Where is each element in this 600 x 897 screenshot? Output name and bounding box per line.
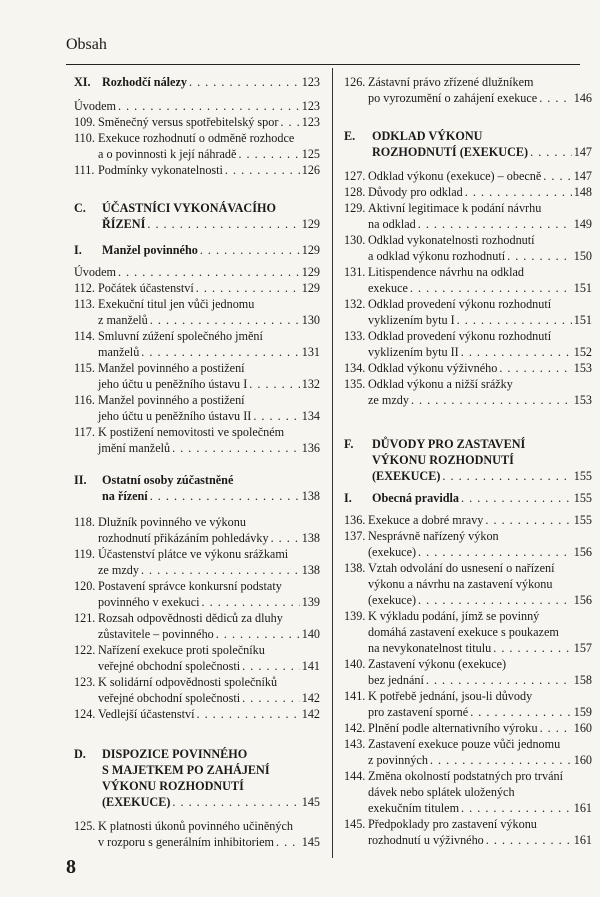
entry-title-line: ÚČASTNÍCI VYKONÁVACÍHO: [102, 201, 276, 215]
toc-entry: [344, 168, 592, 184]
entry-number: 132.: [344, 297, 366, 311]
dot-leader: [418, 544, 572, 560]
toc-entry: [344, 736, 592, 768]
toc-entry: [74, 642, 320, 674]
entry-number: 129.: [344, 201, 366, 215]
entry-title-line: VÝKONU ROZHODNUTÍ: [102, 779, 244, 793]
toc-entry: [344, 656, 592, 688]
entry-number: 114.: [74, 329, 95, 343]
dot-leader: [141, 562, 300, 578]
entry-number: 111.: [74, 163, 95, 177]
toc-entry: [344, 512, 592, 528]
entry-page-number: 147: [573, 169, 592, 183]
entry-number: 126.: [344, 75, 366, 89]
entry-number: 123.: [74, 675, 96, 689]
entry-title-line: z povinných: [368, 753, 428, 767]
entry-number: 139.: [344, 609, 366, 623]
entry-page-number: 138: [301, 563, 320, 577]
entry-title-line: Účastenství plátce ve výkonu srážkami: [98, 547, 289, 561]
entry-page-number: 157: [573, 641, 592, 655]
dot-leader: [200, 242, 300, 258]
entry-title-line: rozhodnutí přikázáním pohledávky: [98, 531, 269, 545]
toc-entry: [344, 328, 592, 360]
dot-leader: [271, 530, 300, 546]
dot-leader: [430, 752, 572, 768]
entry-page-number: 161: [573, 833, 592, 847]
entry-number: 138.: [344, 561, 366, 575]
dot-leader: [141, 344, 299, 360]
entry-title-line: z manželů: [98, 313, 148, 327]
entry-number: 134.: [344, 361, 366, 375]
entry-page-number: 156: [573, 545, 592, 559]
entry-title-line: Exekuce a dobré mravy: [368, 513, 484, 527]
entry-title-line: Obecná pravidla: [372, 491, 460, 505]
entry-title-line: (exekuce): [368, 545, 417, 559]
entry-title-line: (EXEKUCE): [372, 469, 441, 483]
dot-leader: [202, 594, 300, 610]
entry-number: 119.: [74, 547, 95, 561]
toc-entry: [74, 328, 320, 360]
entry-title-line: Zástavní právo zřízené dlužníkem: [368, 75, 534, 89]
entry-page-number: 126: [301, 163, 320, 177]
toc-entry: [344, 360, 592, 376]
entry-page-number: 155: [573, 513, 592, 527]
dot-leader: [216, 626, 300, 642]
entry-page-number: 138: [301, 489, 320, 503]
entry-page-number: 130: [301, 313, 320, 327]
dot-leader: [411, 392, 572, 408]
entry-title-line: jeho účtu u peněžního ústavu II: [98, 409, 252, 423]
entry-page-number: 142: [301, 707, 320, 721]
entry-number: 143.: [344, 737, 366, 751]
entry-title-line: Manžel povinného: [102, 243, 198, 257]
entry-title-line: výkonu a návrhu na zastavení výkonu: [368, 577, 553, 591]
toc-entry: [344, 816, 592, 848]
entry-page-number: 147: [573, 145, 592, 159]
toc-heading: [74, 472, 320, 504]
entry-page-number: 136: [301, 441, 320, 455]
entry-title-line: na odklad: [368, 217, 416, 231]
entry-title-line: Plnění podle alternativního výroku: [368, 721, 538, 735]
dot-leader: [442, 468, 571, 484]
toc-entry: [344, 232, 592, 264]
dot-leader: [150, 488, 300, 504]
entry-page-number: 152: [573, 345, 592, 359]
entry-title-line: ODKLAD VÝKONU: [372, 129, 483, 143]
entry-page-number: 145: [301, 795, 320, 809]
entry-title-line: Ostatní osoby zúčastněné: [102, 473, 234, 487]
dot-leader: [418, 216, 572, 232]
entry-number: 136.: [344, 513, 366, 527]
entry-number: 145.: [344, 817, 366, 831]
dot-leader: [238, 146, 299, 162]
dot-leader: [150, 312, 300, 328]
dot-leader: [189, 74, 300, 90]
entry-page-number: 160: [573, 721, 592, 735]
dot-leader: [410, 280, 572, 296]
toc-entry: [344, 528, 592, 560]
dot-leader: [118, 264, 300, 280]
entry-number: 109.: [74, 115, 96, 129]
toc-entry: [344, 560, 592, 608]
toc-heading: [344, 490, 592, 506]
toc-entry: [74, 424, 320, 456]
entry-number: 122.: [74, 643, 96, 657]
entry-page-number: 153: [573, 361, 592, 375]
entry-title-line: ze mzdy: [98, 563, 139, 577]
toc-entry: [74, 674, 320, 706]
toc-entry: [74, 818, 320, 850]
entry-page-number: 125: [301, 147, 320, 161]
dot-leader: [530, 144, 572, 160]
entry-title-line: Litispendence návrhu na odklad: [368, 265, 525, 279]
entry-title-line: ŘÍZENÍ: [102, 217, 146, 231]
entry-page-number: 159: [573, 705, 592, 719]
entry-page-number: 123: [301, 75, 320, 89]
header-rule: [66, 64, 580, 65]
entry-title-line: DŮVODY PRO ZASTAVENÍ: [372, 437, 526, 451]
toc-heading: [74, 200, 320, 232]
entry-page-number: 158: [573, 673, 592, 687]
entry-number: F.: [344, 437, 354, 451]
entry-page-number: 129: [301, 265, 320, 279]
entry-title-line: vyklizením bytu II: [368, 345, 459, 359]
entry-number: 110.: [74, 131, 95, 145]
entry-title-line: Exekuce rozhodnutí o odměně rozhodce: [98, 131, 295, 145]
entry-page-number: 151: [573, 313, 592, 327]
entry-title-line: Zastavení exekuce pouze vůči jednomu: [368, 737, 561, 751]
entry-title-line: Podmínky vykonatelnosti: [98, 163, 223, 177]
entry-number: I.: [344, 491, 352, 505]
toc-entry: [344, 376, 592, 408]
dot-leader: [249, 376, 299, 392]
running-header: Obsah: [66, 36, 107, 53]
entry-title-line: K potřebě jednání, jsou-li důvody: [368, 689, 533, 703]
entry-page-number: 142: [301, 691, 320, 705]
dot-leader: [242, 690, 300, 706]
toc-entry: [344, 74, 592, 106]
dot-leader: [426, 672, 572, 688]
entry-title-line: K postižení nemovitosti ve společném: [98, 425, 285, 439]
toc-entry: [74, 546, 320, 578]
entry-title-line: pro zastavení sporné: [368, 705, 469, 719]
dot-leader: [276, 834, 300, 850]
entry-number: XI.: [74, 75, 91, 89]
entry-page-number: 139: [301, 595, 320, 609]
entry-number: 137.: [344, 529, 366, 543]
dot-leader: [507, 248, 572, 264]
toc-entry: [74, 392, 320, 424]
entry-number: II.: [74, 473, 87, 487]
entry-page-number: 132: [301, 377, 320, 391]
entry-page-number: 129: [301, 217, 320, 231]
toc-entry: [74, 360, 320, 392]
dot-leader: [461, 490, 572, 506]
toc-entry: [74, 98, 320, 114]
toc-entry: [74, 162, 320, 178]
toc-right-column: [344, 74, 592, 848]
entry-title-line: dávek nebo splátek uložených: [368, 785, 515, 799]
entry-title-line: K platnosti úkonů povinného učiněných: [98, 819, 293, 833]
entry-page-number: 160: [573, 753, 592, 767]
toc-entry: [74, 264, 320, 280]
entry-title-line: DISPOZICE POVINNÉHO: [102, 747, 248, 761]
entry-page-number: 138: [301, 531, 320, 545]
entry-page-number: 145: [301, 835, 320, 849]
entry-page-number: 140: [301, 627, 320, 641]
entry-number: C.: [74, 201, 86, 215]
entry-page-number: 149: [573, 217, 592, 231]
toc-left-column: [74, 74, 320, 850]
toc-entry: [344, 296, 592, 328]
dot-leader: [172, 440, 300, 456]
entry-number: 112.: [74, 281, 95, 295]
entry-title-line: Úvodem: [74, 99, 116, 113]
entry-title-line: ROZHODNUTÍ (EXEKUCE): [372, 145, 529, 159]
entry-title-line: exekuce: [368, 281, 408, 295]
entry-title-line: zůstavitele – povinného: [98, 627, 214, 641]
toc-entry: [74, 130, 320, 162]
dot-leader: [457, 312, 572, 328]
entry-number: 131.: [344, 265, 366, 279]
toc-entry: [74, 280, 320, 296]
entry-page-number: 151: [573, 281, 592, 295]
entry-title-line: Vedlejší účastenství: [98, 707, 195, 721]
toc-entry: [344, 200, 592, 232]
dot-leader: [486, 832, 572, 848]
entry-title-line: S MAJETKEM PO ZAHÁJENÍ: [102, 763, 270, 777]
toc-entry: [74, 296, 320, 328]
entry-number: 128.: [344, 185, 366, 199]
entry-page-number: 161: [573, 801, 592, 815]
entry-number: 141.: [344, 689, 366, 703]
entry-number: 116.: [74, 393, 95, 407]
entry-title-line: Počátek účastenství: [98, 281, 194, 295]
entry-title-line: v rozporu s generálním inhibitoriem: [98, 835, 274, 849]
page-number: 8: [66, 856, 76, 878]
dot-leader: [196, 706, 299, 722]
toc-entry: [344, 768, 592, 816]
entry-title-line: a o povinnosti k její náhradě: [98, 147, 237, 161]
entry-number: 113.: [74, 297, 95, 311]
entry-title-line: Odklad provedení výkonu rozhodnutí: [368, 297, 552, 311]
entry-page-number: 155: [573, 469, 592, 483]
entry-title-line: veřejné obchodní společnosti: [98, 691, 241, 705]
entry-title-line: Úvodem: [74, 265, 116, 279]
entry-title-line: Odklad vykonatelnosti rozhodnutí: [368, 233, 535, 247]
entry-page-number: 146: [573, 91, 592, 105]
entry-title-line: (EXEKUCE): [102, 795, 171, 809]
entry-title-line: manželů: [98, 345, 140, 359]
dot-leader: [418, 592, 572, 608]
toc-entry: [74, 514, 320, 546]
entry-number: 124.: [74, 707, 96, 721]
entry-number: 135.: [344, 377, 366, 391]
dot-leader: [172, 794, 299, 810]
entry-number: D.: [74, 747, 86, 761]
entry-title-line: Odklad výkonu výživného: [368, 361, 498, 375]
entry-number: E.: [344, 129, 356, 143]
entry-page-number: 153: [573, 393, 592, 407]
entry-title-line: Důvody pro odklad: [368, 185, 463, 199]
toc-heading: [74, 74, 320, 90]
toc-entry: [344, 608, 592, 656]
entry-number: 118.: [74, 515, 95, 529]
entry-number: 142.: [344, 721, 366, 735]
toc-entry: [74, 610, 320, 642]
entry-title-line: Změna okolností podstatných pro trvání: [368, 769, 563, 783]
entry-title-line: vyklizením bytu I: [368, 313, 455, 327]
entry-title-line: bez jednání: [368, 673, 424, 687]
entry-page-number: 148: [573, 185, 592, 199]
entry-number: 144.: [344, 769, 366, 783]
entry-page-number: 131: [301, 345, 320, 359]
entry-number: 125.: [74, 819, 96, 833]
entry-title-line: Manžel povinného a postižení: [98, 361, 245, 375]
entry-number: 117.: [74, 425, 95, 439]
dot-leader: [543, 168, 571, 184]
entry-number: 120.: [74, 579, 96, 593]
toc-entry: [344, 184, 592, 200]
dot-leader: [539, 90, 572, 106]
entry-page-number: 134: [301, 409, 320, 423]
entry-title-line: Dlužník povinného ve výkonu: [98, 515, 246, 529]
entry-page-number: 150: [573, 249, 592, 263]
dot-leader: [147, 216, 299, 232]
entry-title-line: Odklad výkonu (exekuce) – obecně: [368, 169, 542, 183]
dot-leader: [470, 704, 572, 720]
toc-entry: [74, 706, 320, 722]
dot-leader: [461, 800, 572, 816]
dot-leader: [540, 720, 572, 736]
entry-title-line: (exekuce): [368, 593, 417, 607]
entry-title-line: po vyrozumění o zahájení exekuce: [368, 91, 538, 105]
entry-page-number: 123: [301, 99, 320, 113]
entry-title-line: K solidární odpovědnosti společníků: [98, 675, 278, 689]
entry-title-line: Manžel povinného a postižení: [98, 393, 245, 407]
entry-page-number: 123: [301, 115, 320, 129]
entry-title-line: Zastavení výkonu (exekuce): [368, 657, 507, 671]
entry-title-line: povinného v exekuci: [98, 595, 200, 609]
entry-title-line: Rozhodčí nálezy: [102, 75, 187, 89]
entry-number: 140.: [344, 657, 366, 671]
toc-entry: [344, 688, 592, 720]
entry-title-line: ze mzdy: [368, 393, 409, 407]
entry-title-line: na nevykonatelnost titulu: [368, 641, 492, 655]
entry-title-line: a odklad výkonu rozhodnutí: [368, 249, 506, 263]
entry-title-line: exekučním titulem: [368, 801, 460, 815]
entry-title-line: jmění manželů: [98, 441, 171, 455]
entry-number: 121.: [74, 611, 96, 625]
toc-heading: [74, 242, 320, 258]
entry-title-line: Nařízení exekuce proti společníku: [98, 643, 265, 657]
dot-leader: [242, 658, 300, 674]
entry-title-line: Exekuční titul jen vůči jednomu: [98, 297, 255, 311]
dot-leader: [280, 114, 299, 130]
column-divider: [332, 68, 333, 858]
entry-page-number: 129: [301, 281, 320, 295]
dot-leader: [485, 512, 571, 528]
dot-leader: [225, 162, 300, 178]
dot-leader: [196, 280, 300, 296]
dot-leader: [493, 640, 572, 656]
entry-title-line: Nesprávně nařízený výkon: [368, 529, 499, 543]
entry-number: I.: [74, 243, 82, 257]
entry-title-line: Směnečný versus spotřebitelský spor: [98, 115, 279, 129]
entry-title-line: Vztah odvolání do usnesení o nařízení: [368, 561, 555, 575]
entry-title-line: Postavení správce konkursní podstaty: [98, 579, 282, 593]
entry-page-number: 129: [301, 243, 320, 257]
toc-heading: [74, 746, 320, 810]
entry-number: 133.: [344, 329, 366, 343]
entry-title-line: Aktivní legitimace k podání návrhu: [368, 201, 542, 215]
dot-leader: [499, 360, 571, 376]
entry-number: 115.: [74, 361, 95, 375]
entry-title-line: Rozsah odpovědnosti dědiců za dluhy: [98, 611, 283, 625]
entry-title-line: veřejné obchodní společnosti: [98, 659, 241, 673]
dot-leader: [465, 184, 572, 200]
entry-number: 127.: [344, 169, 366, 183]
entry-title-line: Odklad provedení výkonu rozhodnutí: [368, 329, 552, 343]
entry-page-number: 155: [573, 491, 592, 505]
dot-leader: [461, 344, 572, 360]
toc-heading: [344, 128, 592, 160]
toc-entry: [74, 114, 320, 130]
entry-title-line: Smluvní zúžení společného jmění: [98, 329, 263, 343]
entry-title-line: VÝKONU ROZHODNUTÍ: [372, 453, 514, 467]
entry-title-line: jeho účtu u peněžního ústavu I: [98, 377, 248, 391]
toc-entry: [344, 264, 592, 296]
entry-title-line: Předpoklady pro zastavení výkonu: [368, 817, 537, 831]
dot-leader: [253, 408, 299, 424]
toc-entry: [344, 720, 592, 736]
entry-title-line: Odklad výkonu a nižší srážky: [368, 377, 513, 391]
entry-title-line: na řízení: [102, 489, 148, 503]
entry-number: 130.: [344, 233, 366, 247]
entry-title-line: K výkladu podání, jímž se povinný: [368, 609, 540, 623]
entry-title-line: rozhodnutí u výživného: [368, 833, 484, 847]
entry-title-line: domáhá zastavení exekuce s poukazem: [368, 625, 559, 639]
toc-heading: [344, 436, 592, 484]
dot-leader: [118, 98, 300, 114]
entry-page-number: 156: [573, 593, 592, 607]
entry-page-number: 141: [301, 659, 320, 673]
toc-entry: [74, 578, 320, 610]
